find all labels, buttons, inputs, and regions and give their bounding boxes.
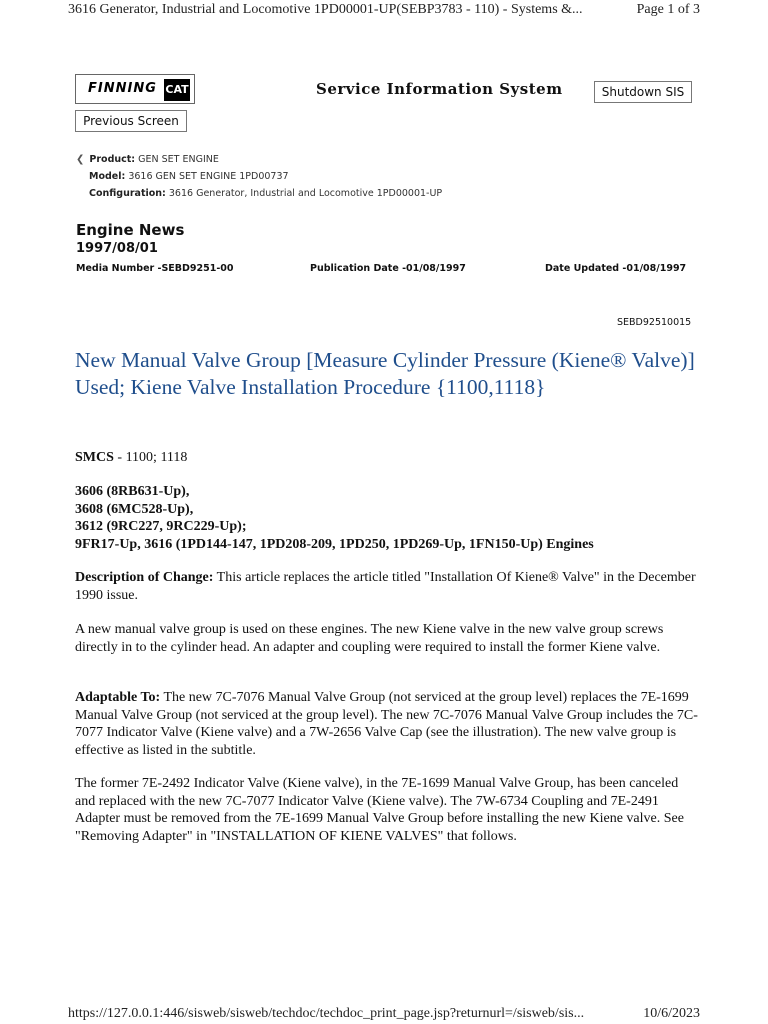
date-updated: Date Updated -01/08/1997 <box>545 263 687 274</box>
product-label: Product: <box>89 154 136 165</box>
finning-logo-text: FINNING <box>88 81 157 96</box>
configuration-line <box>89 188 442 199</box>
adaptable-text: The new 7C-7076 Manual Valve Group (not serviced at the group level) replaces the 7E-1699 Manual Valve Group (not serviced at the group level). The new 7C-7076 Manual Valve Group includes the 7C-7077 Indicator Valve (Kiene valve) and a 7W-2656 Valve Cap (see the illustration). The new valve group is effective as listed in the subtitle. <box>75 690 698 758</box>
engine-list-item: 3612 (9RC227, 9RC229-Up); <box>75 519 247 534</box>
engine-news-date: 1997/08/01 <box>76 241 158 256</box>
smcs-label: SMCS <box>75 450 114 465</box>
chevron-left-icon[interactable]: ❮ <box>76 154 85 165</box>
adaptable-to-paragraph <box>75 689 700 759</box>
description-text: This article replaces the article titled "Installation Of Kiene® Valve" in the December 1990 issue. <box>75 570 696 603</box>
description-of-change-paragraph <box>75 569 700 604</box>
product-line <box>76 154 219 165</box>
model-value: 3616 GEN SET ENGINE 1PD00737 <box>128 171 289 182</box>
smcs-line <box>75 450 187 466</box>
cat-logo-badge <box>164 79 190 101</box>
engine-list-item: 3606 (8RB631-Up), <box>75 484 190 499</box>
smcs-value: - 1100; 1118 <box>113 450 188 465</box>
new-valve-group-paragraph: A new manual valve group is used on these engines. The new Kiene valve in the new valve group screws directly in to the cylinder head. An adapter and coupling were required to install the former Kiene valve. <box>75 622 664 655</box>
article-title: New Manual Valve Group [Measure Cylinder Pressure (Kiene® Valve)] Used; Kiene Valve Installation Procedure {1100,1118} <box>75 348 695 399</box>
shutdown-sis-button[interactable]: Shutdown SIS <box>594 81 692 103</box>
print-header <box>0 0 768 20</box>
cat-logo-text: CAT <box>165 83 189 96</box>
engine-list-item: 3608 (6MC528-Up), <box>75 501 194 517</box>
document-id: SEBD92510015 <box>617 317 692 328</box>
model-label: Model: <box>89 171 126 182</box>
configuration-value: 3616 Generator, Industrial and Locomotive 1PD00001-UP <box>168 188 443 199</box>
print-header-title: 3616 Generator, Industrial and Locomotive 1PD00001-UP(SEBP3783 - 110) - Systems &... <box>68 2 583 17</box>
product-value: GEN SET ENGINE <box>138 154 219 165</box>
previous-screen-button[interactable]: Previous Screen <box>75 110 187 132</box>
engine-news-title: Engine News <box>76 221 185 239</box>
footer-url: https://127.0.0.1:446/sisweb/sisweb/techdoc/techdoc_print_page.jsp?returnurl=/sisweb/sis... <box>68 1006 585 1021</box>
sis-title: Service Information System <box>316 80 563 98</box>
model-line <box>89 171 289 182</box>
print-header-page: Page 1 of 3 <box>636 2 700 17</box>
configuration-label: Configuration: <box>89 188 166 199</box>
former-valve-paragraph: The former 7E-2492 Indicator Valve (Kiene valve), in the 7E-1699 Manual Valve Group, has been canceled and replaced with the new 7C-7077 Indicator Valve (Kiene valve). The 7W-6734 Coupling and 7E-2491 Adapter must be removed from the 7E-1699 Manual Valve Group before installing the new Kiene valve. See "Removing Adapter" in "INSTALLATION OF KIENE VALVES" that follows. <box>75 776 684 844</box>
print-footer <box>0 1004 768 1024</box>
engine-list <box>75 483 715 553</box>
finning-cat-logo <box>75 74 195 104</box>
description-label: Description of Change: <box>75 570 214 585</box>
engine-list-item: 9FR17-Up, 3616 (1PD144-147, 1PD208-209, 1PD250, 1PD269-Up, 1FN150-Up) Engines <box>75 536 594 552</box>
publication-date: Publication Date -01/08/1997 <box>310 263 466 274</box>
adaptable-label: Adaptable To: <box>75 690 161 705</box>
media-number: Media Number -SEBD9251-00 <box>76 263 234 274</box>
footer-date: 10/6/2023 <box>643 1006 700 1021</box>
